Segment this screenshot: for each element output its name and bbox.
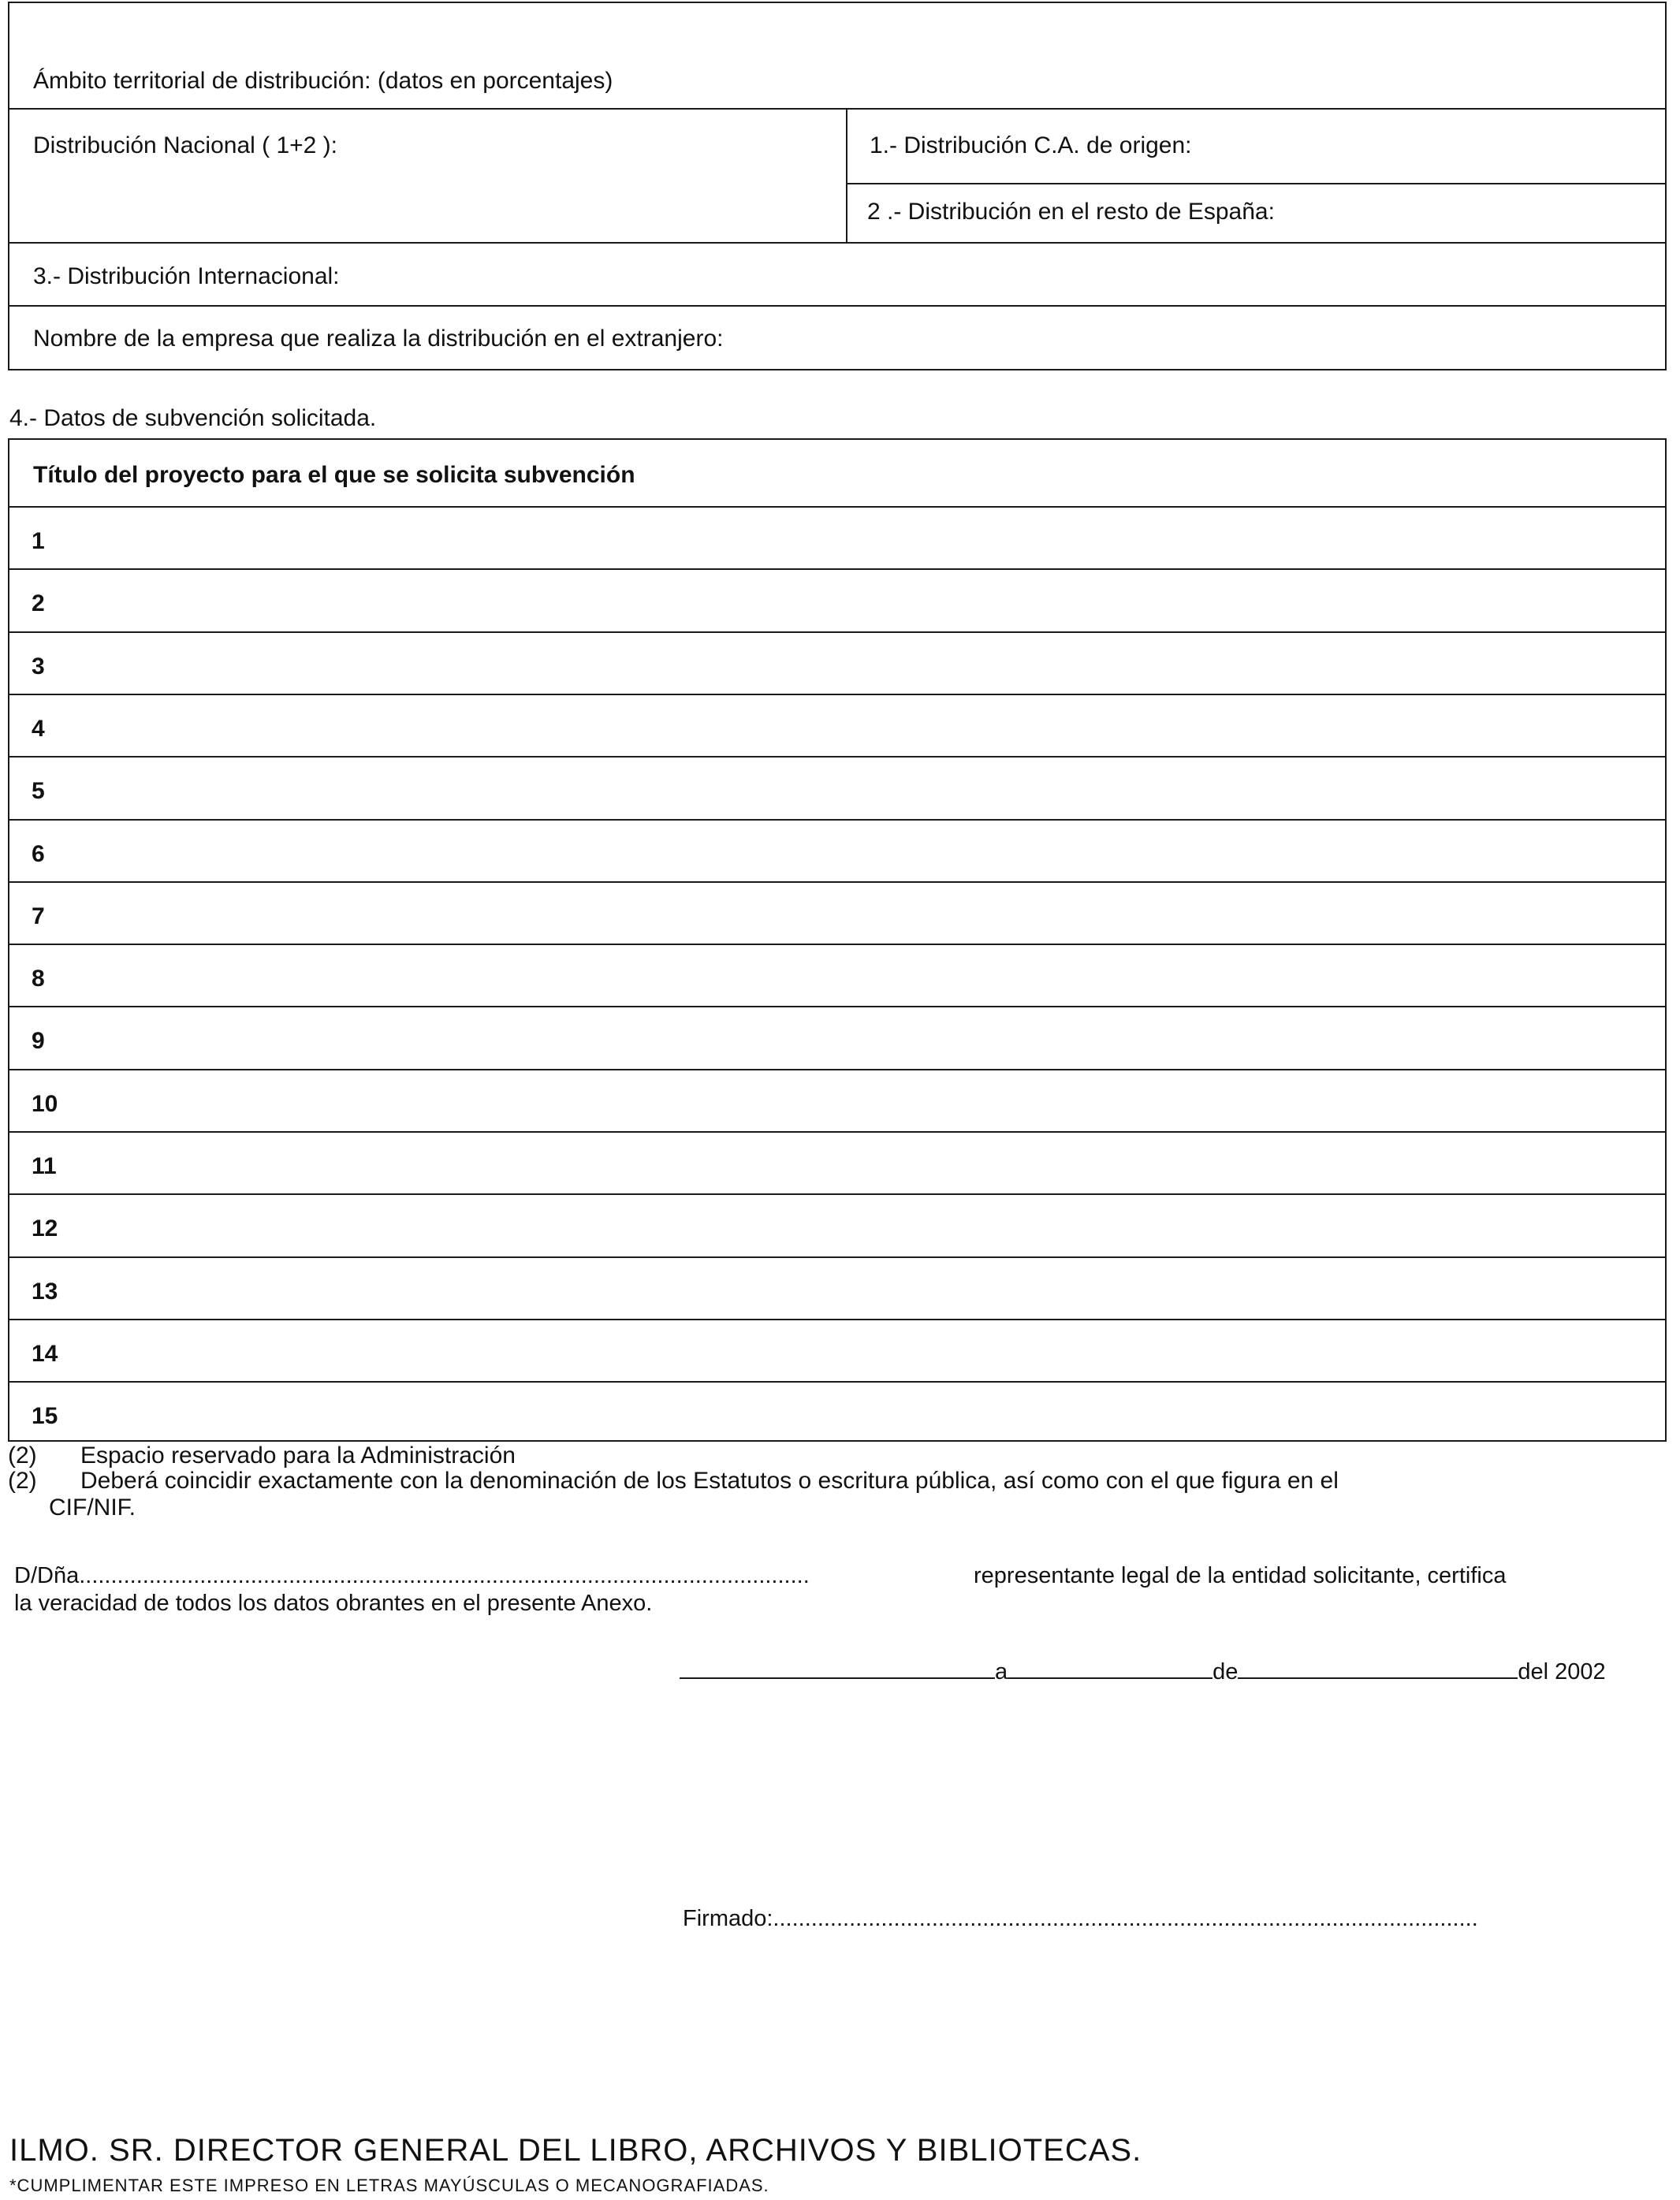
instruction-note: *CUMPLIMENTAR ESTE IMPRESO EN LETRAS MAYÚSCULAS O MECANOGRAFIADAS. [9, 2176, 769, 2195]
table-row[interactable]: 13 [32, 1279, 58, 1305]
table-row-divider [9, 756, 1665, 758]
internacional-label: 3.- Distribución Internacional: [33, 263, 340, 289]
table-row-divider [9, 1319, 1665, 1320]
table-row-divider [9, 881, 1665, 883]
certification-line-2: la veracidad de todos los datos obrantes en el presente Anexo. [14, 1591, 653, 1616]
note-marker: (2) [8, 1442, 37, 1469]
note-text-continued: CIF/NIF. [49, 1495, 136, 1521]
table-row-divider [9, 1193, 1665, 1195]
signature-dots: ............................................................................................................... [773, 1906, 1478, 1931]
empresa-extranjero-label: Nombre de la empresa que realiza la distribución en el extranjero: [33, 326, 724, 352]
table-row-divider [9, 1131, 1665, 1133]
table-header: Título del proyecto para el que se solicita subvención [33, 462, 635, 488]
month-blank[interactable] [1238, 1657, 1518, 1679]
note-text: Espacio reservado para la Administración [80, 1442, 516, 1469]
distribution-divider [9, 108, 1665, 110]
certification-line [14, 1565, 810, 1588]
table-row-divider [9, 1006, 1665, 1007]
signature-label: Firmado: [683, 1906, 773, 1931]
table-row[interactable]: 5 [32, 778, 45, 804]
date-line [680, 1657, 1606, 1684]
name-fill-dots: ................................................................................................................... [79, 1563, 810, 1588]
date-year-label: del 2002 [1518, 1659, 1606, 1684]
table-row-divider [9, 694, 1665, 695]
nacional-label: Distribución Nacional ( 1+2 ): [33, 132, 338, 158]
table-row[interactable]: 12 [32, 1215, 58, 1241]
date-de-label: de [1213, 1659, 1239, 1684]
table-row-divider [9, 819, 1665, 821]
table-row-divider [9, 631, 1665, 633]
day-blank[interactable] [1008, 1657, 1213, 1679]
table-row[interactable]: 6 [32, 841, 45, 867]
table-row[interactable]: 4 [32, 716, 45, 742]
subvencion-table [8, 438, 1667, 1442]
dona-label: D/Dña [14, 1563, 80, 1588]
table-row[interactable]: 10 [32, 1091, 58, 1117]
certification-suffix: representante legal de la entidad solicitante, certifica [974, 1563, 1507, 1588]
place-blank[interactable] [680, 1657, 995, 1679]
distribution-divider [847, 183, 1665, 184]
table-row-divider [9, 1256, 1665, 1258]
table-row[interactable]: 1 [32, 528, 45, 554]
table-row[interactable]: 2 [32, 590, 45, 616]
table-row-divider [9, 1069, 1665, 1070]
table-row[interactable]: 15 [32, 1403, 58, 1429]
table-row-divider [9, 944, 1665, 945]
ambito-label: Ámbito territorial de distribución: (datos en porcentajes) [33, 68, 613, 94]
distribution-box [8, 2, 1667, 370]
date-a-label: a [995, 1659, 1008, 1684]
table-row[interactable]: 7 [32, 903, 45, 929]
table-row[interactable]: 14 [32, 1341, 58, 1367]
distribution-divider [9, 242, 1665, 244]
ca-origen-label: 1.- Distribución C.A. de origen: [870, 132, 1192, 158]
table-row[interactable]: 11 [32, 1153, 57, 1179]
table-row[interactable]: 3 [32, 653, 45, 679]
table-row[interactable]: 8 [32, 966, 45, 992]
table-row[interactable]: 9 [32, 1028, 45, 1054]
signature-line [683, 1908, 1478, 1930]
resto-espana-label: 2 .- Distribución en el resto de España: [867, 199, 1275, 225]
note-text: Deberá coincidir exactamente con la denominación de los Estatutos o escritura pública, así como con el que figura en el [80, 1468, 1339, 1494]
table-row-divider [9, 568, 1665, 570]
distribution-divider [9, 305, 1665, 307]
addressee: ILMO. SR. DIRECTOR GENERAL DEL LIBRO, ARCHIVOS Y BIBLIOTECAS. [9, 2133, 1142, 2168]
distribution-column-divider [846, 108, 847, 242]
note-marker: (2) [8, 1468, 37, 1494]
table-row-divider [9, 506, 1665, 508]
section-title: 4.- Datos de subvención solicitada. [9, 405, 377, 431]
table-row-divider [9, 1381, 1665, 1383]
